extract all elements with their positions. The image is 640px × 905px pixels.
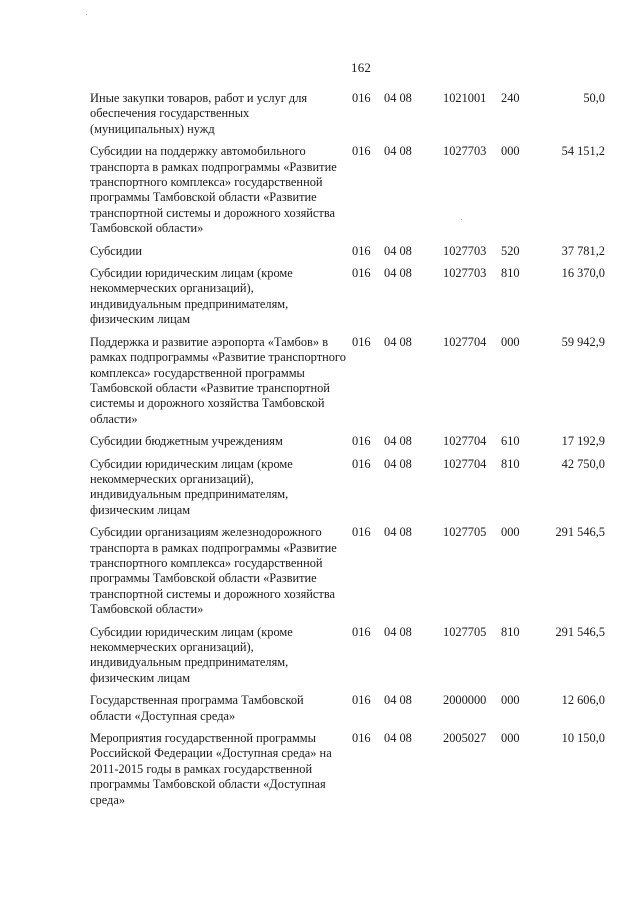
ministry-code: 016	[352, 334, 371, 349]
expense-kind-code: 000	[501, 525, 520, 540]
table-row	[90, 693, 605, 731]
amount: 10 150,0	[561, 731, 605, 746]
section-code: 04 08	[384, 456, 412, 471]
expense-kind-code: 240	[501, 91, 520, 105]
expense-name: Субсидии бюджетным учреждениям	[90, 434, 283, 449]
section-code: 04 08	[384, 624, 412, 639]
scan-speck	[86, 14, 87, 15]
ministry-code: 016	[352, 731, 371, 746]
expense-kind-code: 810	[501, 266, 520, 281]
section-code: 04 08	[384, 525, 412, 540]
table-row	[90, 144, 605, 243]
expense-kind-code: 000	[501, 731, 520, 746]
section-code: 04 08	[384, 91, 412, 105]
ministry-code: 016	[352, 266, 371, 281]
table-row	[90, 335, 605, 434]
budget-table	[90, 91, 605, 815]
page-number: 162	[351, 60, 372, 75]
ministry-code: 016	[352, 91, 371, 105]
expense-name: Субсидии юридическим лицам (кроме некоммерческих организаций), индивидуальным предпринимателям, физическим лицам	[90, 456, 293, 517]
ministry-code: 016	[352, 525, 371, 540]
target-article-code: 1027705	[443, 525, 487, 540]
scan-speck	[461, 219, 462, 220]
expense-kind-code: 000	[501, 693, 520, 708]
ministry-code: 016	[352, 693, 371, 708]
amount: 16 370,0	[561, 266, 605, 281]
amount: 291 546,5	[555, 624, 605, 639]
amount: 42 750,0	[561, 456, 605, 471]
target-article-code: 2005027	[443, 731, 487, 746]
expense-name: Субсидии организациям железнодорожного транспорта в рамках подпрограммы «Развитие транспортного комплекса» государственной программы Тамбовской области «Развитие транспортной системы и дорожного хозяйства Тамбовской области»	[90, 525, 337, 617]
expense-name: Иные закупки товаров, работ и услуг для обеспечения государственных (муниципальных) нужд	[90, 91, 308, 136]
target-article-code: 1027704	[443, 456, 487, 471]
amount: 37 781,2	[561, 243, 605, 258]
table-row	[90, 457, 605, 526]
amount: 50,0	[583, 91, 605, 105]
table-row	[90, 625, 605, 694]
expense-kind-code: 520	[501, 243, 520, 258]
amount: 17 192,9	[561, 434, 605, 449]
ministry-code: 016	[352, 624, 371, 639]
expense-name: Субсидии юридическим лицам (кроме некоммерческих организаций), индивидуальным предпринимателям, физическим лицам	[90, 624, 293, 685]
target-article-code: 1027703	[443, 144, 487, 159]
section-code: 04 08	[384, 266, 412, 281]
target-article-code: 1027704	[443, 334, 487, 349]
target-article-code: 1027704	[443, 434, 487, 449]
table-row	[90, 266, 605, 335]
section-code: 04 08	[384, 334, 412, 349]
expense-kind-code: 000	[501, 334, 520, 349]
expense-name: Субсидии на поддержку автомобильного транспорта в рамках подпрограммы «Развитие транспортного комплекса» государственной программы Тамбовской области «Развитие транспортной системы и дорожного хозяйства Тамбовской области»	[90, 144, 337, 236]
expense-kind-code: 000	[501, 144, 520, 159]
expense-kind-code: 810	[501, 456, 520, 471]
expense-name: Государственная программа Тамбовской области «Доступная среда»	[90, 693, 304, 723]
target-article-code: 1027705	[443, 624, 487, 639]
target-article-code: 1027703	[443, 266, 487, 281]
section-code: 04 08	[384, 693, 412, 708]
expense-name: Субсидии юридическим лицам (кроме некоммерческих организаций), индивидуальным предпринимателям, физическим лицам	[90, 266, 293, 327]
ministry-code: 016	[352, 243, 371, 258]
target-article-code: 1021001	[443, 91, 487, 105]
table-row	[90, 731, 605, 815]
table-row	[90, 525, 605, 624]
amount: 291 546,5	[555, 525, 605, 540]
target-article-code: 2000000	[443, 693, 487, 708]
ministry-code: 016	[352, 456, 371, 471]
section-code: 04 08	[384, 731, 412, 746]
target-article-code: 1027703	[443, 243, 487, 258]
expense-name: Поддержка и развитие аэропорта «Тамбов» в рамках подпрограммы «Развитие транспортного комплекса» государственной программы Тамбовской области «Развитие транспортной системы и дорожного хозяйства Тамбовской области»	[90, 334, 346, 426]
section-code: 04 08	[384, 434, 412, 449]
ministry-code: 016	[352, 434, 371, 449]
expense-name: Субсидии	[90, 243, 142, 258]
table-row	[90, 434, 605, 456]
section-code: 04 08	[384, 243, 412, 258]
table-row	[90, 244, 605, 266]
expense-name: Мероприятия государственной программы Российской Федерации «Доступная среда» на 2011-2015 годы в рамках государственной программы Тамбовской области «Доступная среда»	[90, 731, 332, 807]
amount: 59 942,9	[561, 334, 605, 349]
amount: 12 606,0	[561, 693, 605, 708]
amount: 54 151,2	[561, 144, 605, 159]
section-code: 04 08	[384, 144, 412, 159]
table-row	[90, 91, 605, 144]
expense-kind-code: 810	[501, 624, 520, 639]
ministry-code: 016	[352, 144, 371, 159]
expense-kind-code: 610	[501, 434, 520, 449]
